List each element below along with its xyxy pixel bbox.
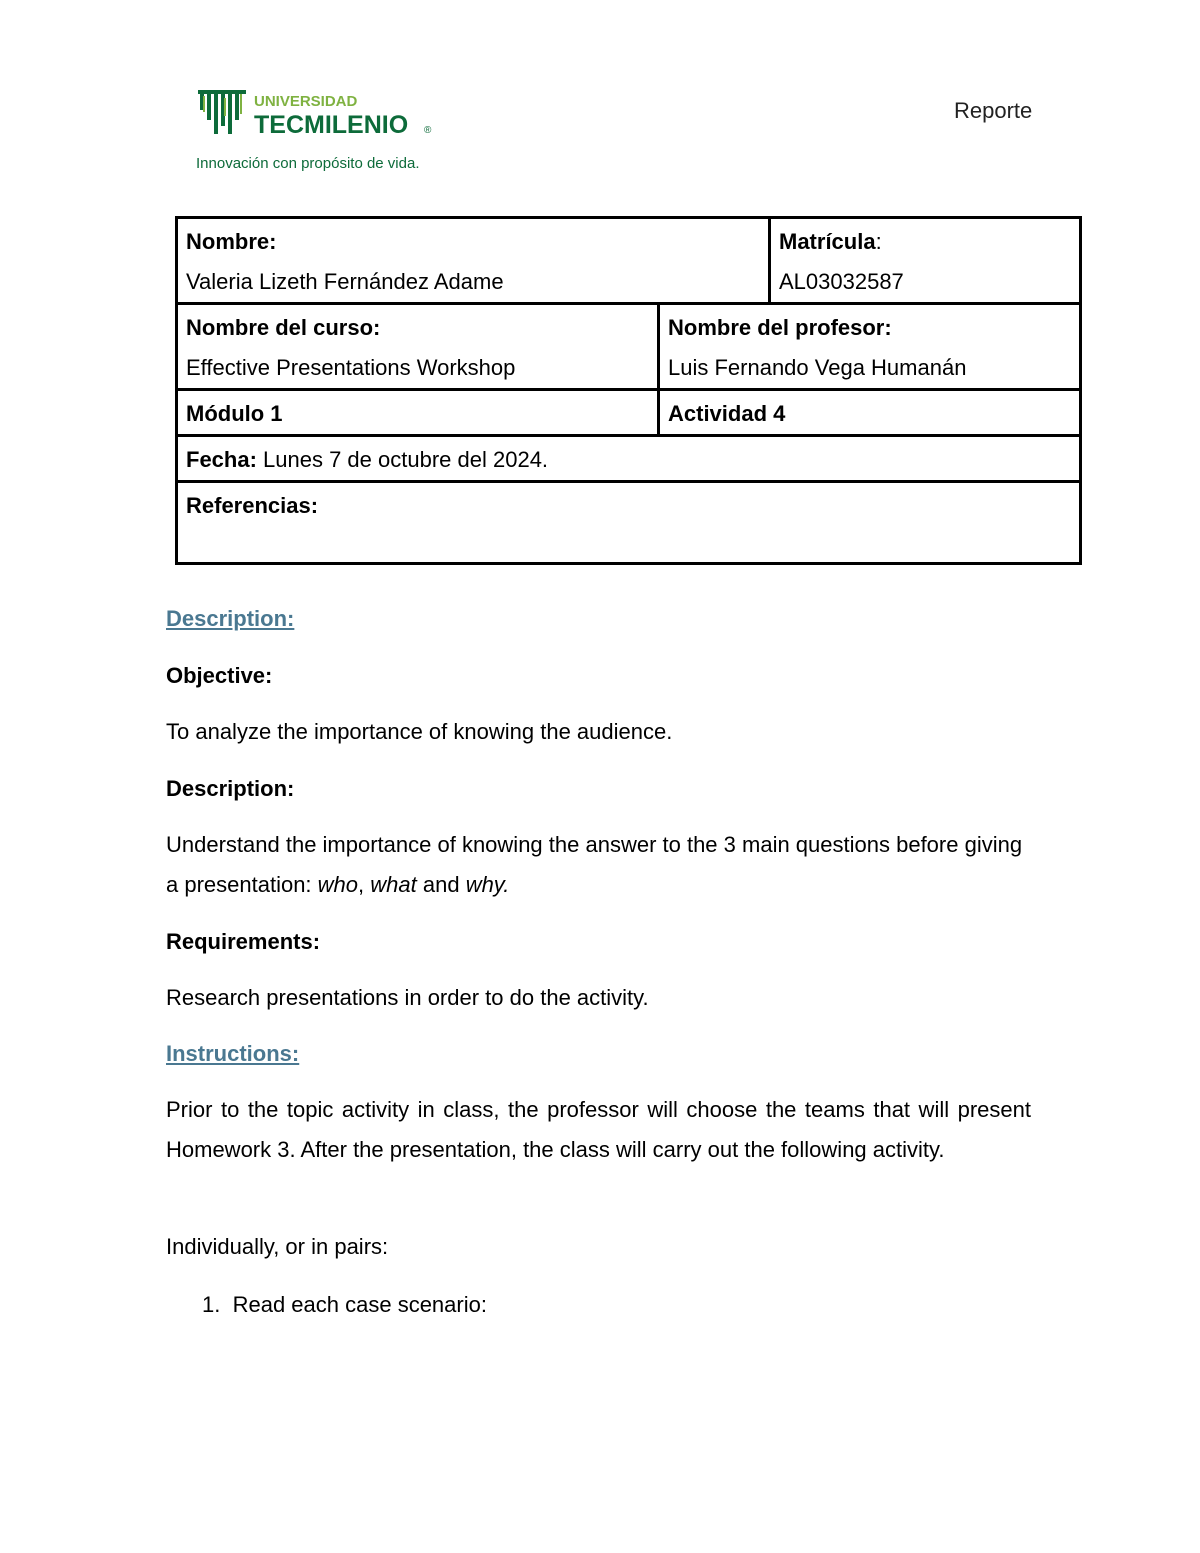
individually-text: Individually, or in pairs: bbox=[166, 1234, 389, 1259]
requirements-text: Research presentations in order to do the activity. bbox=[166, 985, 649, 1010]
logo-name-text: TECMILENIO bbox=[254, 111, 409, 139]
logo-registered-mark: ® bbox=[424, 125, 432, 136]
list-item bbox=[202, 1292, 487, 1318]
nombre-label: Nombre: bbox=[186, 229, 277, 254]
actividad-cell bbox=[659, 390, 1081, 436]
table-row bbox=[177, 218, 1081, 304]
description-heading: Description: bbox=[166, 606, 295, 631]
matricula-cell bbox=[770, 218, 1081, 304]
tecmilenio-logo-icon bbox=[196, 86, 436, 176]
matricula-colon: : bbox=[875, 229, 882, 254]
and-word: and bbox=[416, 872, 466, 897]
requirements-heading: Requirements: bbox=[166, 929, 321, 954]
fecha-label: Fecha: bbox=[186, 447, 257, 472]
university-logo bbox=[196, 86, 436, 176]
modulo-label: Módulo 1 bbox=[186, 401, 283, 426]
actividad-label: Actividad 4 bbox=[668, 401, 786, 426]
instructions-text: Prior to the topic activity in class, the professor will choose the teams that will present Homework 3. After the presentation, the class will carry out the following activity. bbox=[166, 1097, 1031, 1162]
objective-text: To analyze the importance of knowing the audience. bbox=[166, 719, 673, 744]
logo-university-text: UNIVERSIDAD bbox=[254, 93, 358, 110]
referencias-cell bbox=[177, 482, 1081, 564]
nombre-value: Valeria Lizeth Fernández Adame bbox=[186, 269, 504, 294]
instructions-heading: Instructions: bbox=[166, 1041, 300, 1066]
referencias-label: Referencias: bbox=[186, 493, 319, 518]
list-item-text: Read each case scenario: bbox=[232, 1292, 487, 1317]
period: . bbox=[503, 872, 510, 897]
instructions-section-heading bbox=[166, 1034, 1031, 1074]
modulo-cell bbox=[177, 390, 659, 436]
why-word: why bbox=[465, 872, 504, 897]
matricula-label: Matrícula bbox=[779, 229, 876, 254]
table-row bbox=[177, 304, 1081, 390]
curso-label: Nombre del curso: bbox=[186, 315, 381, 340]
matricula-value: AL03032587 bbox=[779, 269, 904, 294]
who-word: who bbox=[317, 872, 359, 897]
curso-value: Effective Presentations Workshop bbox=[186, 355, 516, 380]
document-type-label: Reporte bbox=[954, 98, 1033, 123]
comma: , bbox=[358, 872, 371, 897]
description-text: Understand the importance of knowing the answer to the 3 main questions before giving a presentation: bbox=[166, 832, 1023, 897]
table-row bbox=[177, 436, 1081, 482]
profesor-cell bbox=[659, 304, 1081, 390]
logo-tagline: Innovación con propósito de vida. bbox=[196, 155, 420, 172]
description-subheading: Description: bbox=[166, 776, 295, 801]
description-paragraph bbox=[166, 825, 1031, 905]
profesor-value: Luis Fernando Vega Humanán bbox=[668, 355, 967, 380]
curso-cell bbox=[177, 304, 659, 390]
list-number: 1. bbox=[202, 1292, 221, 1317]
objective-heading: Objective: bbox=[166, 663, 273, 688]
student-info-table bbox=[175, 216, 1082, 565]
table-row bbox=[177, 482, 1081, 564]
fecha-cell bbox=[177, 436, 1081, 482]
nombre-cell bbox=[177, 218, 770, 304]
profesor-label: Nombre del profesor: bbox=[668, 315, 892, 340]
what-word: what bbox=[370, 872, 417, 897]
table-row bbox=[177, 390, 1081, 436]
fecha-value: Lunes 7 de octubre del 2024. bbox=[256, 447, 549, 472]
description-section-heading bbox=[166, 599, 1031, 639]
